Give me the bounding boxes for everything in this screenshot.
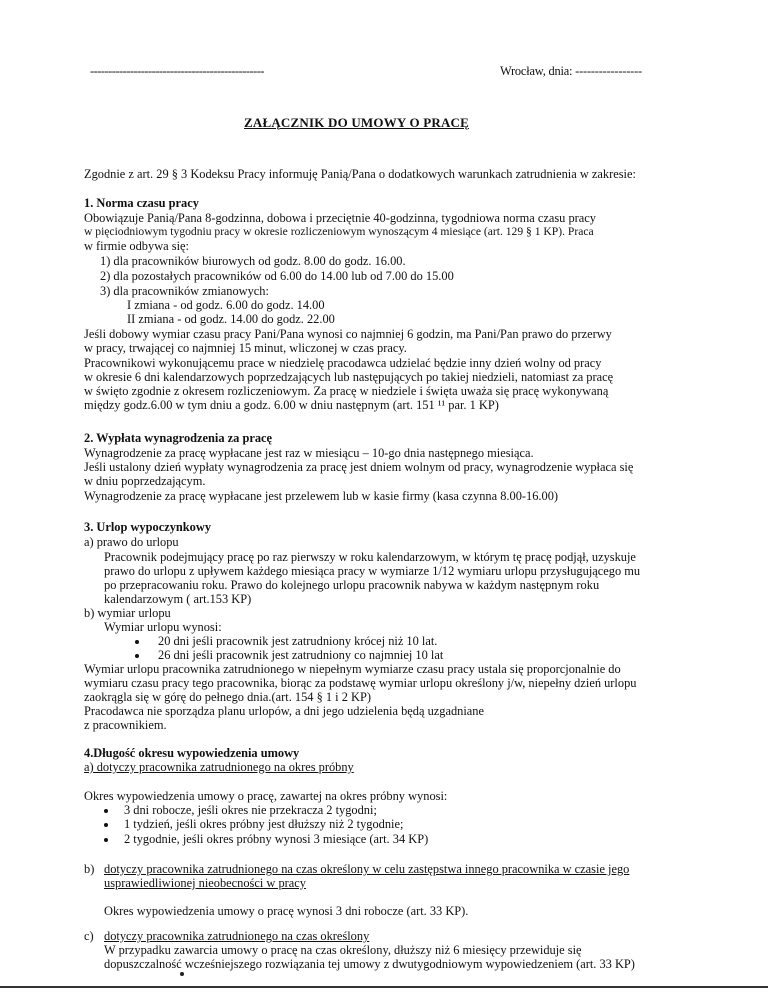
list-item: 1) dla pracowników biurowych od godz. 8.00 do godz. 16.00. [100,254,406,268]
bullet-icon [135,640,139,644]
paragraph-line: w firmie odbywa się: [84,239,189,253]
paragraph-line: w pięciodniowym tygodniu pracy w okresie rozliczeniowym wynoszącym 4 miesiące (art. 129 § 1 KP). Praca [84,225,594,238]
page-title: ZAŁĄCZNIK DO UMOWY O PRACĘ [244,115,470,130]
paragraph-line: w okresie 6 dni kalendarzowych poprzedzających lub następujących po takiej niedzieli, natomiast za pracę [84,370,614,384]
bullet-icon [104,838,108,842]
subsection-label: b) wymiar urlopu [84,606,171,620]
bullet-icon [135,654,139,658]
paragraph-line: Jeśli dobowy wymiar czasu pracy Pani/Pana wynosi co najmniej 6 godzin, ma Pani/Pan prawo do przerwy [84,327,612,341]
section-1-heading: 1. Norma czasu pracy [84,196,199,210]
paragraph-line: Wymiar urlopu wynosi: [104,620,222,634]
paragraph-line: Wymiar urlopu pracownika zatrudnionego w niepełnym wymiarze czasu pracy ustala się proporcjonalnie do [84,662,621,676]
paragraph-line: z pracownikiem. [84,718,167,732]
section-3-heading: 3. Urlop wypoczynkowy [84,520,212,534]
section-2-heading: 2. Wypłata wynagrodzenia za pracę [84,431,273,445]
paragraph-line: Jeśli ustalony dzień wypłaty wynagrodzenia za pracę jest dniem wolnym od pracy, wynagrodzenie wypłaca się [84,460,634,474]
paragraph-line: W przypadku zawarcia umowy o pracę na czas określony, dłuższy niż 6 miesięcy przewiduje się [104,943,582,957]
list-item: 2) dla pozostałych pracowników od 6.00 do 14.00 lub od 7.00 do 15.00 [100,269,454,283]
paragraph-line: Pracownikowi wykonującemu prace w niedzielę pracodawca udzielać będzie inny dzień wolny od pracy [84,356,602,370]
section-4-heading: 4.Długość okresu wypowiedzenia umowy [84,746,300,760]
list-item: 20 dni jeśli pracownik jest zatrudniony krócej niż 10 lat. [158,634,438,648]
paragraph-line: w dniu poprzedzającym. [84,474,206,488]
paragraph-line: zaokrągla się w górę do pełnego dnia.(art. 154 § 1 i 2 KP) [84,690,371,704]
paragraph-line: prawo do urlopu z upływem każdego miesiąca pracy w wymiarze 1/12 wymiaru urlopu przysługującego mu [104,564,641,578]
paragraph-line: Wynagrodzenie za pracę wypłacane jest raz w miesiącu – 10-go dnia następnego miesiąca. [84,446,534,460]
bullet-icon [104,809,108,813]
paragraph-line: Wynagrodzenie za pracę wypłacane jest przelewem lub w kasie firmy (kasa czynna 8.00-16.00) [84,489,559,503]
paragraph-line: Obowiązuje Panią/Pana 8-godzinna, dobowa i przeciętnie 40-godzinna, tygodniowa norma czasu pracy [84,211,596,225]
paragraph-line: w święto zgodnie z okresem rozliczeniowym. Za pracę w niedziele i święta uważa się pracę wykonywaną [84,384,609,398]
paragraph-line: dopuszczalność wcześniejszego rozwiązania tej umowy z dwutygodniowym wypowiedzeniem (art. 33 KP) [104,957,635,971]
paragraph-line: Pracownik podejmujący pracę po raz pierwszy w roku kalendarzowym, w którym tę pracę podjął, uzyskuje [104,550,636,564]
paragraph-line: Okres wypowiedzenia umowy o pracę, zawartej na okres próbny wynosi: [84,789,448,803]
paragraph-line: między godz.6.00 w tym dniu a godz. 6.00 w dniu następnym (art. 151 ¹¹ par. 1 KP) [84,398,499,412]
intro-text: Zgodnie z art. 29 § 3 Kodeksu Pracy informuję Panią/Pana o dodatkowych warunkach zatrudnienia w zakresie: [84,167,636,181]
date-field: Wrocław, dnia: ----------------- [500,64,642,78]
subsection-prefix: b) [84,862,95,876]
paragraph-line: Okres wypowiedzenia umowy o pracę wynosi 3 dni robocze (art. 33 KP). [104,904,469,918]
list-item: 1 tydzień, jeśli okres próbny jest dłuższy niż 2 tygodnie; [124,817,404,831]
subsection-label: dotyczy pracownika zatrudnionego na czas określony w celu zastępstwa innego pracownika w czasie jego [104,862,630,876]
list-item: 26 dni jeśli pracownik jest zatrudniony co najmniej 10 lat [158,648,444,662]
paragraph-line: w pracy, trwającej co najmniej 15 minut, wliczonej w czas pracy. [84,341,407,355]
shift-item: I zmiana - od godz. 6.00 do godz. 14.00 [127,298,325,312]
paragraph-line: Pracodawca nie sporządza planu urlopów, a dni jego udzielenia będą uzgadniane [84,704,485,718]
subsection-label: usprawiedliwionej nieobecności w pracy [104,876,306,890]
subsection-label: a) prawo do urlopu [84,535,179,549]
signature-line: ------------------------------------------------ [90,64,265,78]
list-item: 2 tygodnie, jeśli okres próbny wynosi 3 miesiące (art. 34 KP) [124,832,429,846]
list-item: 3 dni robocze, jeśli okres nie przekracza 2 tygodni; [124,803,377,817]
scan-mark [180,972,184,976]
paragraph-line: wymiaru czasu pracy tego pracownika, biorąc za podstawę wymiar urlopu określony j/w, niepełny dzień urlopu [84,676,637,690]
paragraph-line: kalendarzowym ( art.153 KP) [104,592,252,606]
subsection-label: a) dotyczy pracownika zatrudnionego na okres próbny [84,760,354,774]
page-bottom-edge [0,986,768,988]
shift-item: II zmiana - od godz. 14.00 do godz. 22.00 [127,312,335,326]
bullet-icon [104,823,108,827]
paragraph-line: po przepracowaniu roku. Prawo do kolejnego urlopu pracownik nabywa w każdym następnym roku [104,578,600,592]
subsection-label: dotyczy pracownika zatrudnionego na czas określony [104,929,370,943]
list-item: 3) dla pracowników zmianowych: [100,284,269,298]
subsection-prefix: c) [84,929,94,943]
